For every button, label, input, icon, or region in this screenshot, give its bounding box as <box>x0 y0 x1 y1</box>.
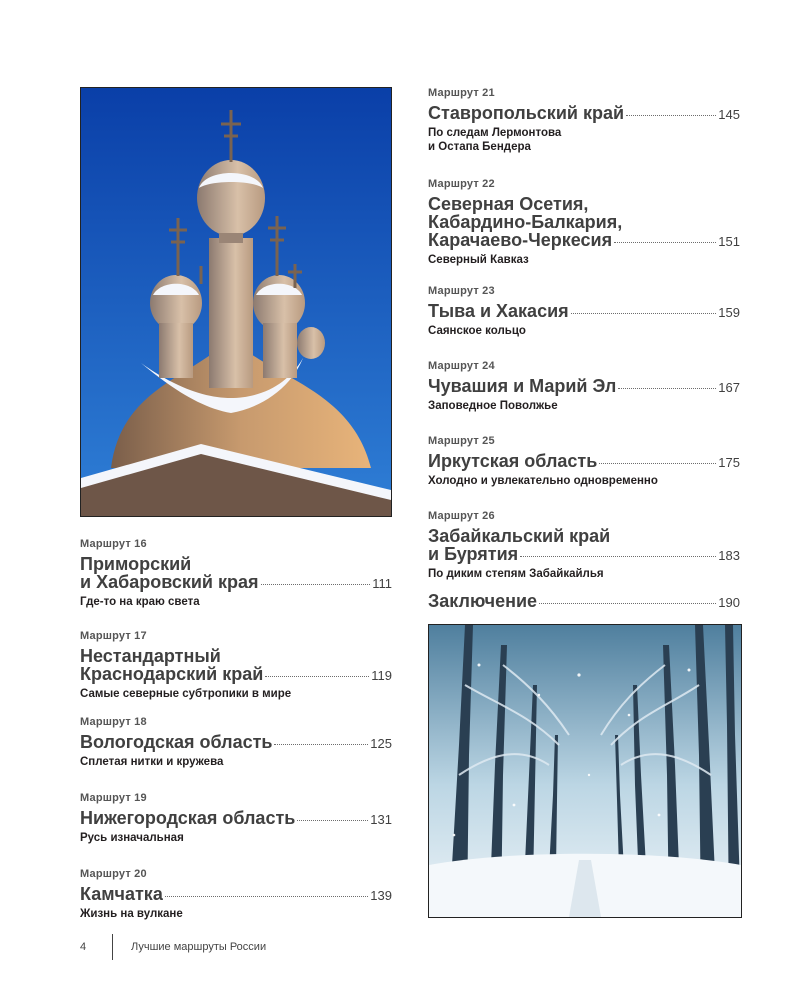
dot-leader <box>618 388 716 389</box>
route-subtitle: и Остапа Бендера <box>428 141 531 153</box>
route-label: Маршрут 20 <box>80 868 147 880</box>
toc-entry-route-26[interactable] <box>428 510 740 592</box>
toc-entry-route-24[interactable] <box>428 360 740 435</box>
page-number: 111 <box>372 576 392 591</box>
route-subtitle: Русь изначальная <box>80 832 184 844</box>
toc-entry-route-20[interactable] <box>80 868 392 921</box>
dot-leader <box>626 115 716 116</box>
route-subtitle: Самые северные субтропики в мире <box>80 688 292 700</box>
page-number: 145 <box>718 107 740 122</box>
toc-entry-route-25[interactable] <box>428 435 740 510</box>
footer-book-title: Лучшие маршруты России <box>131 941 267 953</box>
toc-left-column <box>80 538 392 921</box>
page-number: 125 <box>370 736 392 751</box>
toc-entry-route-16[interactable] <box>80 538 392 630</box>
forest-photo <box>428 624 742 918</box>
page-number: 183 <box>718 548 740 563</box>
route-label: Маршрут 23 <box>428 285 495 297</box>
route-title: Камчатка <box>80 884 163 904</box>
page-number: 151 <box>718 234 740 249</box>
page-number: 175 <box>718 455 740 470</box>
toc-entry-route-19[interactable] <box>80 792 392 868</box>
route-label: Маршрут 16 <box>80 538 147 550</box>
conclusion-title: Заключение <box>428 591 538 611</box>
route-subtitle: Где-то на краю света <box>80 596 200 608</box>
route-subtitle: Саянское кольцо <box>428 325 526 337</box>
page-number: 139 <box>370 888 392 903</box>
dot-leader <box>274 744 368 745</box>
dot-leader <box>520 556 716 557</box>
route-title: Приморский <box>80 554 192 574</box>
toc-entry-route-23[interactable] <box>428 285 740 360</box>
toc-entry-route-22[interactable] <box>428 178 740 285</box>
route-label: Маршрут 17 <box>80 630 147 642</box>
route-title: и Бурятия <box>428 544 519 564</box>
route-title: Кабардино-Балкария, <box>428 212 623 232</box>
footer-page-number: 4 <box>80 941 87 953</box>
route-title: Нестандартный <box>80 646 221 666</box>
route-title: Чувашия и Марий Эл <box>428 376 617 396</box>
route-label: Маршрут 21 <box>428 87 495 99</box>
route-title: Иркутская область <box>428 451 598 471</box>
page-footer <box>80 934 266 960</box>
dot-leader <box>614 242 716 243</box>
page-number: 190 <box>718 595 740 610</box>
route-title: Забайкальский край <box>428 526 611 546</box>
toc-entry-route-21[interactable] <box>428 87 740 178</box>
route-title: Карачаево-Черкесия <box>428 230 613 250</box>
dot-leader <box>265 676 369 677</box>
route-subtitle: Холодно и увлекательно одновременно <box>428 475 658 487</box>
route-label: Маршрут 24 <box>428 360 495 372</box>
toc-right-column <box>428 87 740 610</box>
dot-leader <box>297 820 368 821</box>
dot-leader <box>261 584 371 585</box>
dot-leader <box>571 313 717 314</box>
route-title: и Хабаровский края <box>80 572 259 592</box>
toc-entry-route-18[interactable] <box>80 716 392 792</box>
route-title: Вологодская область <box>80 732 273 752</box>
route-subtitle: Северный Кавказ <box>428 254 529 266</box>
page-number: 167 <box>718 380 740 395</box>
page-number: 119 <box>371 668 392 683</box>
route-subtitle: Жизнь на вулкане <box>80 908 183 920</box>
page-number: 159 <box>718 305 740 320</box>
route-subtitle: Сплетая нитки и кружева <box>80 756 224 768</box>
route-label: Маршрут 18 <box>80 716 147 728</box>
dot-leader <box>165 896 368 897</box>
route-title: Ставропольский край <box>428 103 625 123</box>
church-photo <box>80 87 392 517</box>
dot-leader <box>599 463 716 464</box>
route-label: Маршрут 26 <box>428 510 495 522</box>
toc-entry-conclusion[interactable] <box>428 592 740 610</box>
route-title: Тыва и Хакасия <box>428 301 569 321</box>
route-subtitle: Заповедное Поволжье <box>428 400 558 412</box>
route-subtitle: По следам Лермонтова <box>428 127 562 139</box>
route-title: Северная Осетия, <box>428 194 589 214</box>
footer-divider <box>112 934 113 960</box>
route-label: Маршрут 19 <box>80 792 147 804</box>
dot-leader <box>539 603 716 604</box>
route-title: Краснодарский край <box>80 664 264 684</box>
route-label: Маршрут 22 <box>428 178 495 190</box>
route-subtitle: По диким степям Забайкайлья <box>428 568 604 580</box>
page-number: 131 <box>370 812 392 827</box>
route-title: Нижегородская область <box>80 808 296 828</box>
toc-entry-route-17[interactable] <box>80 630 392 716</box>
route-label: Маршрут 25 <box>428 435 495 447</box>
